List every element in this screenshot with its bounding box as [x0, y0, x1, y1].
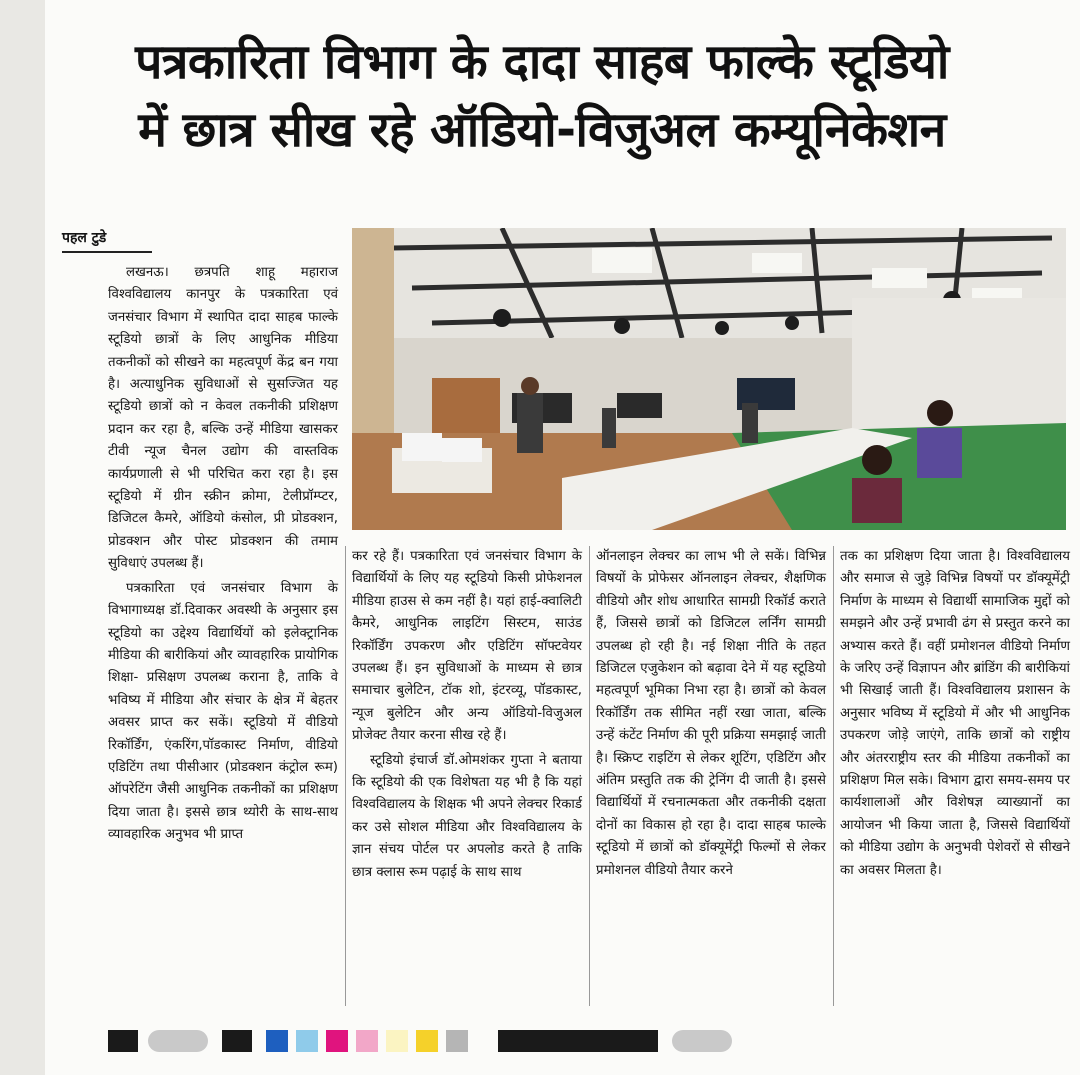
color-swatch	[266, 1030, 288, 1052]
color-swatch	[446, 1030, 468, 1052]
studio-photo	[352, 228, 1066, 530]
color-swatch	[326, 1030, 348, 1052]
article-column-1	[108, 262, 338, 847]
color-swatch	[498, 1030, 658, 1052]
paragraph: कर रहे हैं। पत्रकारिता एवं जनसंचार विभाग के विद्यार्थियों के लिए यह स्टूडियो किसी प्रोफेशनल मीडिया हाउस से कम नहीं है। यहां हाई-क्वालिटी कैमरे, आधुनिक लाइटिंग सिस्टम, साउंड रिकॉर्डिंग उपकरण और एडिटिंग सॉफ्टवेयर उपलब्ध हैं। इन सुविधाओं के माध्यम से छात्र समाचार बुलेटिन, टॉक शो, इंटरव्यू, पॉडकास्ट, न्यूज बुलेटिन और अन्य ऑडियो-विजुअल प्रोजेक्ट तैयार करना सीख रहे हैं।	[352, 549, 582, 744]
column-rule	[589, 546, 590, 1006]
paragraph: तक का प्रशिक्षण दिया जाता है। विश्वविद्यालय और समाज से जुड़े विभिन्न विषयों पर डॉक्यूमेंट्री निर्माण के माध्यम से विद्यार्थी सामाजिक मुद्दों को समझने और उन्हें प्रभावी ढंग से प्रस्तुत करने का अभ्यास करते हैं। वहीं प्रमोशनल वीडियो निर्माण के जरिए उन्हें विज्ञापन और ब्रांडिंग की बारीकियां भी सिखाई जाती हैं। विश्वविद्यालय प्रशासन के अनुसार भविष्य में स्टूडियो में और भी आधुनिक उपकरण जोड़े जाएंगे, ताकि छात्रों को राष्ट्रीय और अंतरराष्ट्रीय स्तर की मीडिया तकनीकों का प्रशिक्षण मिल सके। विभाग द्वारा समय-समय पर कार्यशालाओं और विशेषज्ञ व्याख्यानों का आयोजन भी किया जाता है, जिससे विद्यार्थियों को मीडिया उद्योग के अनुभवी पेशेवरों से सीखने का अवसर मिलता है।	[840, 549, 1070, 878]
article-column-2	[352, 546, 582, 884]
color-swatch	[416, 1030, 438, 1052]
paragraph: पत्रकारिता एवं जनसंचार विभाग के विभागाध्यक्ष डॉ.दिवाकर अवस्थी के अनुसार इस स्टूडियो का उद्देश्य विद्यार्थियों को इलेक्ट्रानिक मीडिया की बारीकियां और व्यावहारिक प्रायोगिक शिक्षा- प्रसिक्षण उपलब्ध कराना है, ताकि वे भविष्य में मीडिया और संचार के क्षेत्र में बेहतर अवसर प्राप्त कर सकें। स्टूडियो में वीडियो रिकॉर्डिंग, एंकरिंग,पॉडकास्ट निर्माण, वीडियो एडिटिंग तथा पीसीआर (प्रोडक्शन कंट्रोल रूम) ऑपरेटिंग जैसी आधुनिक तकनीकों का प्रशिक्षण दिया जाता है। इससे छात्र थ्योरी के साथ-साथ व्यावहारिक अनुभव भी प्राप्त	[108, 580, 338, 843]
paragraph: ऑनलाइन लेक्चर का लाभ भी ले सकें। विभिन्न विषयों के प्रोफेसर ऑनलाइन लेक्चर, शैक्षणिक वीडियो और शोध आधारित सामग्री रिकॉर्ड कराते हैं, जिससे छात्रों को डिजिटल लर्निंग सामग्री उपलब्ध हो रही है। नई शिक्षा नीति के तहत डिजिटल एजुकेशन को बढ़ावा देने में यह स्टूडियो महत्वपूर्ण भूमिका निभा रहा है। छात्रों को केवल रिकॉर्डिंग तक सीमित नहीं रखा जाता, बल्कि उन्हें कंटेंट निर्माण की पूरी प्रक्रिया समझाई जाती है। स्क्रिप्ट राइटिंग से लेकर शूटिंग, एडिटिंग और अंतिम प्रस्तुति तक की ट्रेनिंग दी जाती है। इससे विद्यार्थियों में रचनात्मकता और तकनीकी दक्षता दोनों का विकास हो रहा है। दादा साहब फाल्के स्टूडियो में छात्रों को डॉक्यूमेंट्री फिल्मों से लेकर प्रमोशनल वीडियो तैयार करने	[596, 549, 826, 878]
headline	[62, 28, 1022, 164]
article-column-3	[596, 546, 826, 882]
headline-line-2: में छात्र सीख रहे ऑडियो-विजुअल कम्यूनिकेशन	[138, 102, 946, 158]
paragraph: लखनऊ। छत्रपति शाहू महाराज विश्वविद्यालय कानपुर के पत्रकारिता एवं जनसंचार विभाग में स्थापित दादा साहब फाल्के स्टूडियो छात्रों के लिए आधुनिक मीडिया तकनीकों को सीखने का महत्वपूर्ण केंद्र बन गया है। अत्याधुनिक सुविधाओं से सुसज्जित यह स्टूडियो छात्रों को न केवल तकनीकी प्रशिक्षण प्रदान कर रहा है, बल्कि उन्हें मीडिया खासकर टीवी न्यूज चैनल उद्योग की वास्तविक कार्यप्रणाली से भी परिचित करा रहा है। इस स्टूडियो में ग्रीन स्क्रीन क्रोमा, टेलीप्रॉम्प्टर, डिजिटल कैमरे, ऑडियो कंसोल, प्री प्रोडक्शन, प्रोडक्शन और पोस्ट प्रोडक्शन की तमाम सुविधाएं उपलब्ध हैं।	[108, 265, 338, 572]
color-swatch	[386, 1030, 408, 1052]
byline: पहल टुडे	[62, 228, 152, 253]
column-rule	[833, 546, 834, 1006]
color-swatch	[222, 1030, 252, 1052]
color-swatch	[108, 1030, 138, 1052]
headline-line-1: पत्रकारिता विभाग के दादा साहब फाल्के स्टूडियो	[135, 34, 949, 90]
color-swatch	[356, 1030, 378, 1052]
color-swatch	[672, 1030, 732, 1052]
color-swatch	[148, 1030, 208, 1052]
studio-photo-illustration	[352, 228, 1066, 530]
paragraph: स्टूडियो इंचार्ज डॉ.ओमशंकर गुप्ता ने बताया कि स्टूडियो की एक विशेषता यह भी है कि यहां विश्वविद्यालय के शिक्षक भी अपने लेक्चर रिकार्ड कर उसे सोशल मीडिया और विश्वविद्यालय के ज्ञान संचय पोर्टल पर अपलोड करते है ताकि छात्र क्लास रूम पढ़ाई के साथ साथ	[352, 752, 582, 880]
color-swatch	[296, 1030, 318, 1052]
column-rule	[345, 546, 346, 1006]
page-margin-strip	[0, 0, 45, 1075]
article-column-4	[840, 546, 1070, 882]
print-color-registration-bar	[108, 1030, 1078, 1052]
